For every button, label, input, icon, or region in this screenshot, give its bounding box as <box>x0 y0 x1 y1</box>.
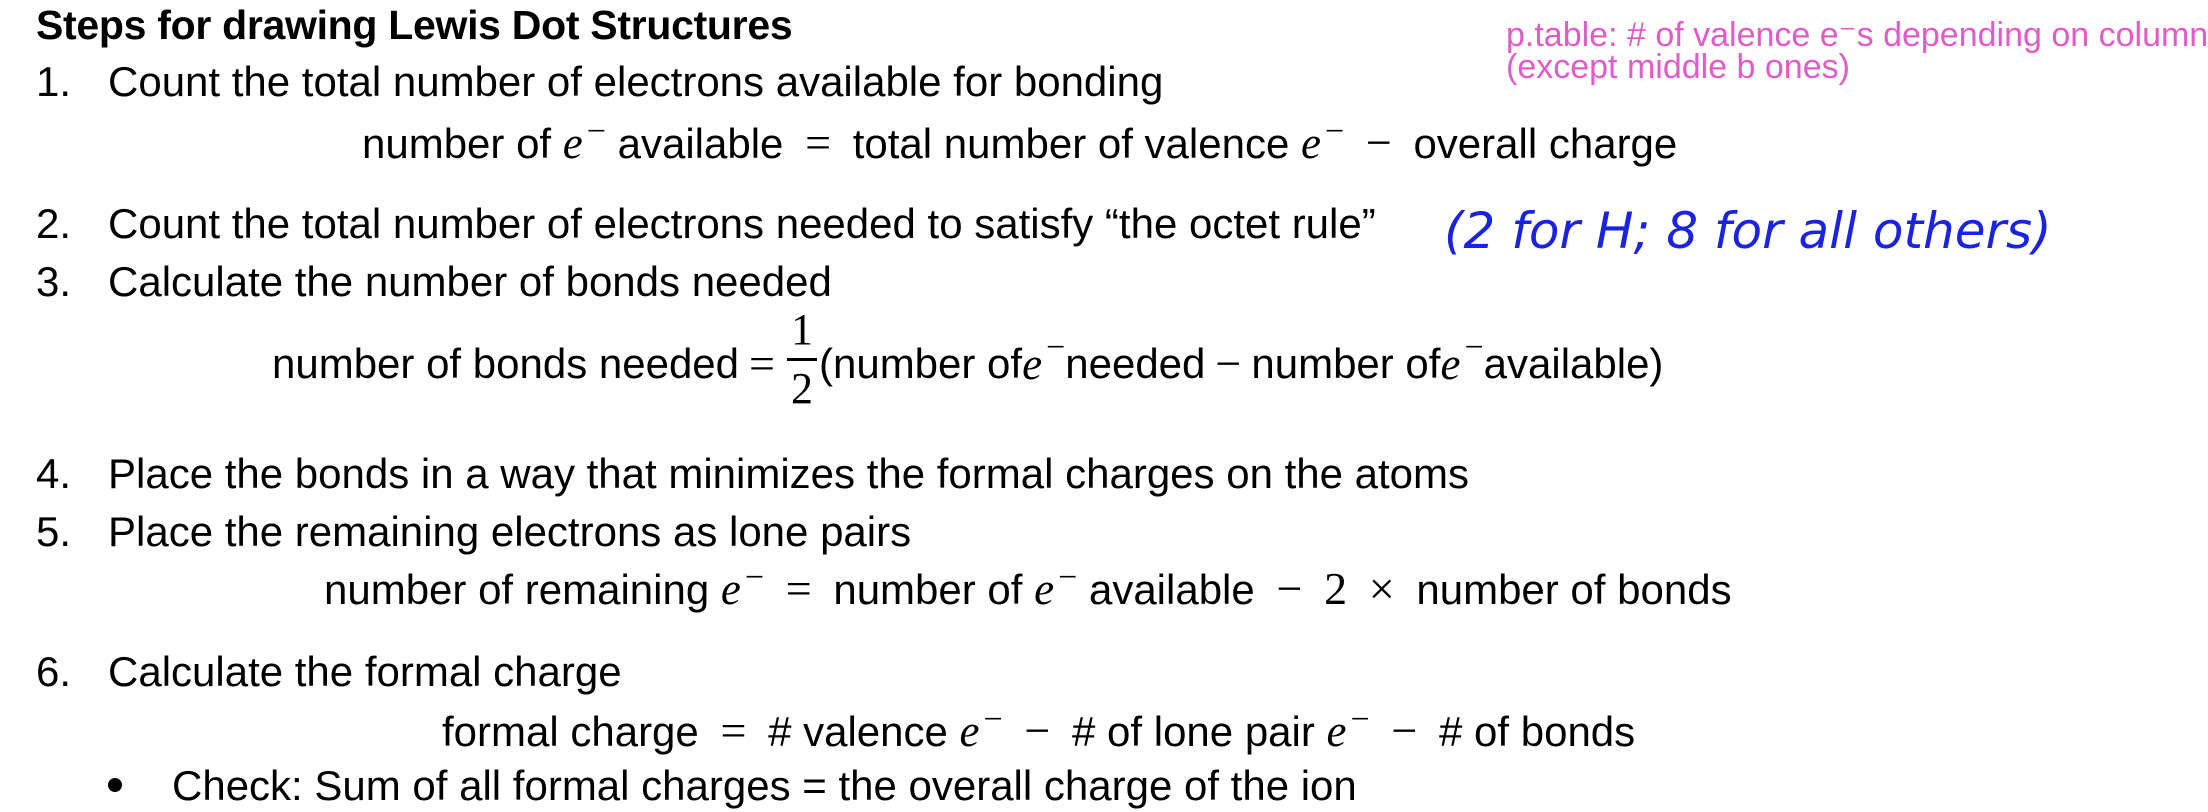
step-2 <box>36 200 1376 248</box>
eq1-term: total number of valence <box>852 120 1301 167</box>
eq3-term: available) <box>1483 339 1664 387</box>
minus-sign: − <box>1391 705 1418 756</box>
page-title: Steps for drawing Lewis Dot Structures <box>36 2 793 48</box>
step-2-number: 2. <box>36 200 72 247</box>
equation-bonds-needed <box>272 305 1664 417</box>
periodic-table-note-line1: p.table: # of valence e⁻s depending on column <box>1506 16 2208 54</box>
step-4 <box>36 450 1469 498</box>
periodic-table-note-line2: (except middle b ones) <box>1506 48 1850 86</box>
charge-superscript: − <box>1046 328 1066 366</box>
step-1 <box>36 58 1163 106</box>
times-sign: × <box>1368 563 1395 614</box>
equals-sign: = <box>785 563 812 614</box>
electron-symbol: e <box>959 706 980 756</box>
charge-superscript: − <box>1324 113 1345 150</box>
equation-electrons-available <box>362 113 1678 169</box>
eq5-number: 2 <box>1324 563 1348 614</box>
charge-superscript: − <box>586 113 606 150</box>
electron-symbol: e <box>1034 564 1055 614</box>
step-5-text: Place the remaining electrons as lone pairs <box>108 508 912 555</box>
equals-sign: = <box>749 338 775 389</box>
eq3-term: needed <box>1065 339 1206 387</box>
eq1-term: overall charge <box>1413 120 1678 167</box>
minus-sign: − <box>1215 338 1242 389</box>
charge-superscript: − <box>1464 328 1484 366</box>
charge-superscript: − <box>1058 559 1078 596</box>
step-3-text: Calculate the number of bonds needed <box>108 258 832 305</box>
electron-symbol: e <box>720 564 741 614</box>
eq5-term: number of remaining <box>324 566 721 613</box>
eq5-term: number of <box>833 566 1035 613</box>
step-4-text: Place the bonds in a way that minimizes the formal charges on the atoms <box>108 450 1470 497</box>
one-half-fraction <box>787 306 817 413</box>
eq1-term: available <box>605 120 784 167</box>
step-3-number: 3. <box>36 258 72 305</box>
eq1-term: number of <box>362 120 563 167</box>
step-3 <box>36 258 832 306</box>
fraction-denominator: 2 <box>790 364 813 413</box>
electron-symbol: e <box>1326 706 1347 756</box>
eq3-term: number of bonds needed <box>272 339 740 387</box>
minus-sign: − <box>1024 705 1051 756</box>
eq6-term: # of bonds <box>1439 708 1636 755</box>
step-1-number: 1. <box>36 58 72 105</box>
handwritten-octet-note-text: (2 for H; 8 for all others) <box>1444 202 2052 260</box>
electron-symbol: e <box>1440 338 1461 389</box>
equation-remaining-electrons <box>324 559 1732 615</box>
step-1-text: Count the total number of electrons available for bonding <box>108 58 1164 105</box>
step-4-number: 4. <box>36 450 72 497</box>
eq3-term: (number of <box>818 339 1023 387</box>
electron-symbol: e <box>1022 338 1043 389</box>
step-2-text: Count the total number of electrons needed to satisfy “the octet rule” <box>108 200 1376 247</box>
eq5-term: available <box>1077 566 1255 613</box>
step-5-number: 5. <box>36 508 72 555</box>
fraction-bar <box>787 358 817 361</box>
eq3-term: number of <box>1251 339 1441 387</box>
minus-sign: − <box>1365 117 1392 168</box>
step-5 <box>36 508 911 556</box>
handwritten-octet-note <box>1440 190 2052 270</box>
step-6 <box>36 648 622 696</box>
eq5-term: number of bonds <box>1416 566 1732 613</box>
step-6-text: Calculate the formal charge <box>108 648 622 695</box>
charge-superscript: − <box>744 559 765 596</box>
equals-sign: = <box>720 705 747 756</box>
electron-symbol: e <box>562 118 583 168</box>
electron-symbol: e <box>1300 118 1321 168</box>
step-6-number: 6. <box>36 648 72 695</box>
fraction-numerator: 1 <box>790 305 813 354</box>
eq6-term: # of lone pair <box>1072 708 1327 755</box>
equals-sign: = <box>805 117 832 168</box>
eq6-term: formal charge <box>442 708 699 755</box>
minus-sign: − <box>1276 563 1303 614</box>
check-bullet <box>108 762 1357 810</box>
charge-superscript: − <box>983 701 1003 738</box>
check-bullet-text: Check: Sum of all formal charges = the overall charge of the ion <box>172 762 1357 809</box>
equation-formal-charge <box>442 701 1636 757</box>
charge-superscript: − <box>1350 701 1370 738</box>
eq6-term: # valence <box>768 708 960 755</box>
bullet-dot-icon <box>108 778 122 792</box>
